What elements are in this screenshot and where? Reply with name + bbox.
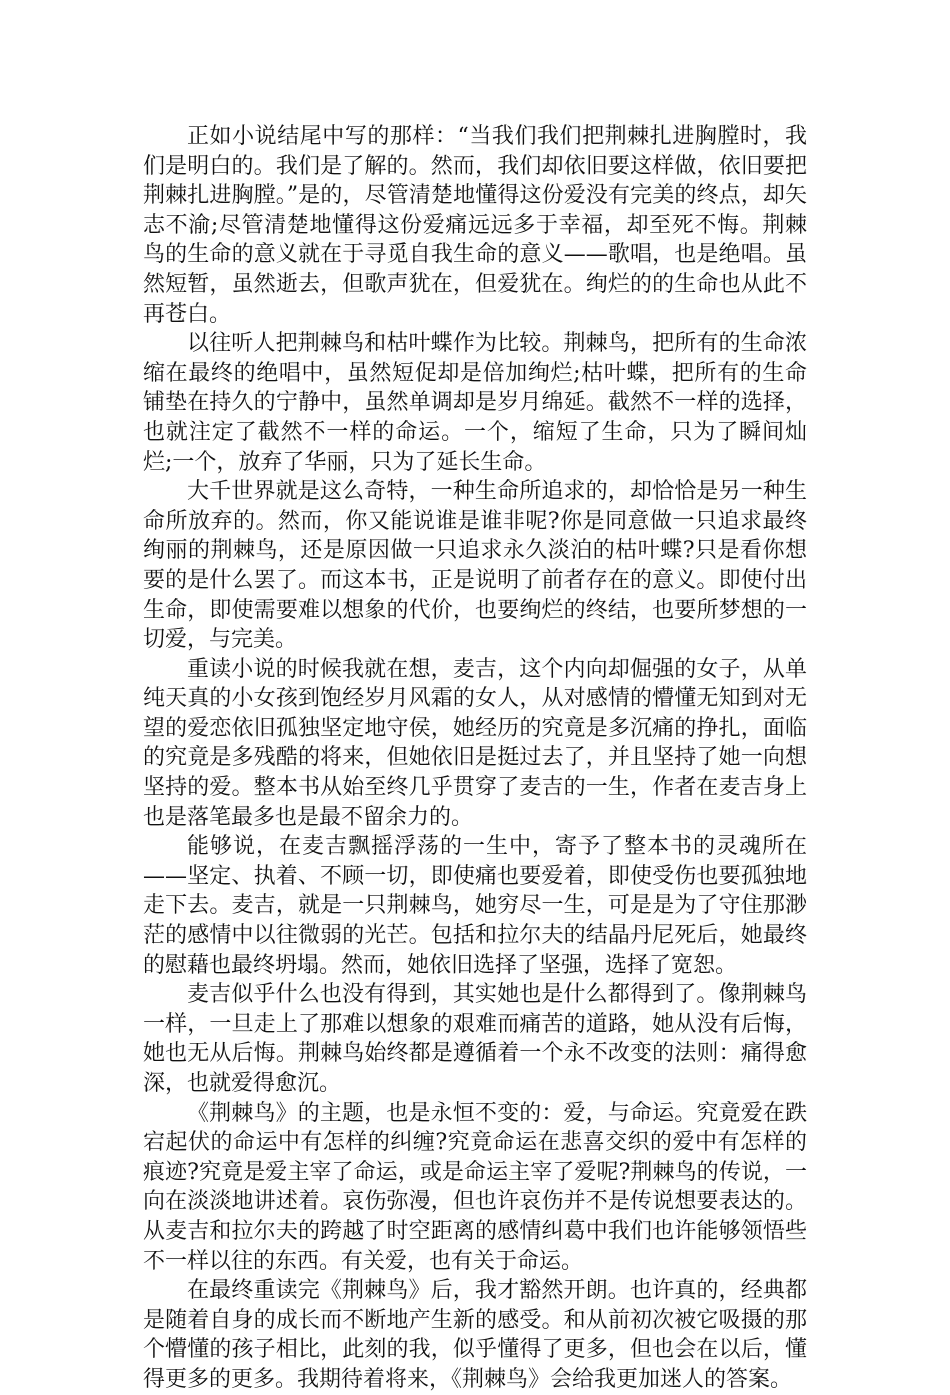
- paragraph-3: 大千世界就是这么奇特，一种生命所追求的，却恰恰是另一种生命所放弃的。然而，你又能说谁是谁非呢?你是同意做一只追求最终绚丽的荆棘鸟，还是原因做一只追求永久淡泊的枯叶蝶?只是看你想要的是什么罢了。而这本书，正是说明了前者存在的意义。即使付出生命，即使需要难以想象的代价，也要绚烂的终结，也要所梦想的一切爱，与完美。: [143, 479, 807, 653]
- essay-body: [143, 122, 807, 1395]
- paragraph-4: 重读小说的时候我就在想，麦吉，这个内向却倔强的女子，从单纯天真的小女孩到饱经岁月风霜的女人，从对感情的懵懂无知到对无望的爱恋依旧孤独坚定地守侯，她经历的究竟是多沉痛的挣扎，面临的究竟是多残酷的将来，但她依旧是挺过去了，并且坚持了她一向想坚持的爱。整本书从始至终几乎贯穿了麦吉的一生，作者在麦吉身上也是落笔最多也是最不留余力的。: [143, 656, 807, 830]
- paragraph-7: 《荆棘鸟》的主题，也是永恒不变的：爱，与命运。究竟爱在跌宕起伏的命运中有怎样的纠缠?究竟命运在悲喜交织的爱中有怎样的痕迹?究竟是爱主宰了命运，或是命运主宰了爱呢?荆棘鸟的传说，一向在淡淡地讲述着。哀伤弥漫，但也许哀伤并不是传说想要表达的。从麦吉和拉尔夫的跨越了时空距离的感情纠葛中我们也许能够领悟些不一样以往的东西。有关爱，也有关于命运。: [143, 1100, 807, 1274]
- paragraph-1: 正如小说结尾中写的那样：“当我们我们把荆棘扎进胸膛时，我们是明白的。我们是了解的。然而，我们却依旧要这样做，依旧要把荆棘扎进胸膛。”是的，尽管清楚地懂得这份爱没有完美的终点，却矢志不渝;尽管清楚地懂得这份爱痛远远多于幸福，却至死不悔。荆棘鸟的生命的意义就在于寻觅自我生命的意义——歌唱，也是绝唱。虽然短暂，虽然逝去，但歌声犹在，但爱犹在。绚烂的的生命也从此不再苍白。: [143, 124, 807, 327]
- paragraph-5: 能够说，在麦吉飘摇浮荡的一生中，寄予了整本书的灵魂所在——坚定、执着、不顾一切，即使痛也要爱着，即使受伤也要孤独地走下去。麦吉，就是一只荆棘鸟，她穷尽一生，可是是为了守住那渺茫的感情中以往微弱的光芒。包括和拉尔夫的结晶丹尼死后，她最终的慰藉也最终坍塌。然而，她依旧选择了坚强，选择了宽恕。: [143, 834, 807, 978]
- paragraph-6: 麦吉似乎什么也没有得到，其实她也是什么都得到了。像荆棘鸟一样，一旦走上了那难以想象的艰难而痛苦的道路，她从没有后悔，她也无从后悔。荆棘鸟始终都是遵循着一个永不改变的法则：痛得愈深，也就爱得愈沉。: [143, 982, 807, 1096]
- paragraph-2: 以往听人把荆棘鸟和枯叶蝶作为比较。荆棘鸟，把所有的生命浓缩在最终的绝唱中，虽然短促却是倍加绚烂;枯叶蝶，把所有的生命铺垫在持久的宁静中，虽然单调却是岁月绵延。截然不一样的选择，也就注定了截然不一样的命运。一个，缩短了生命，只为了瞬间灿烂;一个，放弃了华丽，只为了延长生命。: [143, 331, 807, 475]
- paragraph-8: 在最终重读完《荆棘鸟》后，我才豁然开朗。也许真的，经典都是随着自身的成长而不断地产生新的感受。和从前初次被它吸摄的那个懵懂的孩子相比，此刻的我，似乎懂得了更多，但也会在以后，懂得更多的更多。我期待着将来，《荆棘鸟》会给我更加迷人的答案。: [143, 1278, 807, 1392]
